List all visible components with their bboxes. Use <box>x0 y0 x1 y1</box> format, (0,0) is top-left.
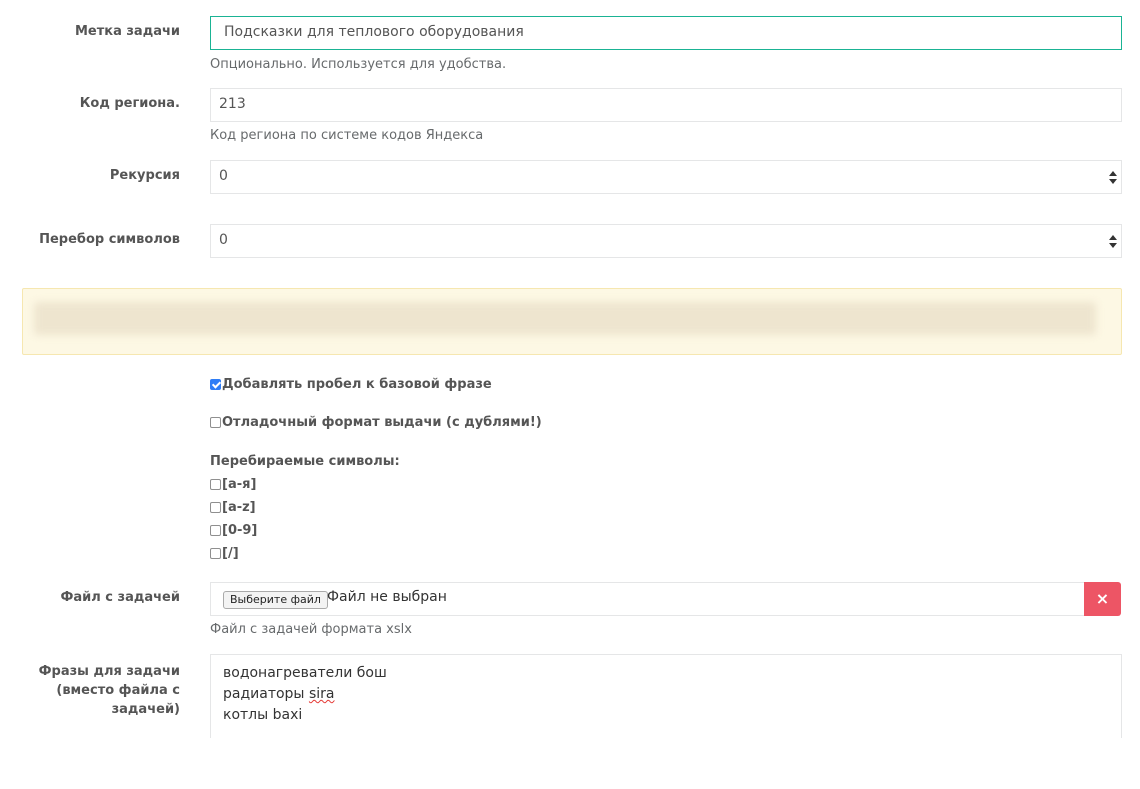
symbol-label: [/] <box>222 546 239 561</box>
region-value: 213 <box>219 96 246 112</box>
symbol-checkbox[interactable] <box>210 548 221 559</box>
symbol-checkbox[interactable] <box>210 502 221 513</box>
blurred-alert-text <box>34 302 1096 335</box>
file-status: Файл не выбран <box>327 589 447 605</box>
phrases-label-line1: Фразы для задачи <box>38 664 180 679</box>
phrase-line <box>223 684 1109 705</box>
debug-format-checkbox[interactable] <box>210 417 221 428</box>
clear-file-button[interactable] <box>1084 582 1121 616</box>
file-label: Файл с задачей <box>60 590 180 605</box>
debug-format-option[interactable] <box>210 415 542 430</box>
region-input[interactable] <box>210 88 1122 122</box>
task-label-help: Опционально. Используется для удобства. <box>210 57 507 72</box>
region-help: Код региона по системе кодов Яндекса <box>210 128 484 143</box>
info-alert <box>22 288 1122 355</box>
phrases-label-line3: задачей) <box>111 702 180 717</box>
close-icon: × <box>1095 589 1110 608</box>
add-space-option[interactable] <box>210 377 492 392</box>
recursion-label: Рекурсия <box>109 168 180 183</box>
symbol-option-slash[interactable] <box>210 546 239 561</box>
recursion-select[interactable] <box>210 160 1122 194</box>
symbol-label: [a-z] <box>222 500 256 515</box>
select-arrows-icon <box>1109 234 1117 250</box>
phrase-word: радиаторы <box>223 686 305 702</box>
phrase-line: водонагреватели бош <box>223 665 387 681</box>
phrases-label-line2: (вместо файла с <box>56 683 180 698</box>
symbol-search-select[interactable] <box>210 224 1122 258</box>
recursion-value: 0 <box>219 168 228 184</box>
choose-file-button[interactable]: Выберите файл <box>223 591 328 609</box>
task-label-label: Метка задачи <box>74 24 180 39</box>
symbol-label: [0-9] <box>222 523 258 538</box>
symbol-checkbox[interactable] <box>210 525 221 536</box>
phrases-label <box>10 662 180 719</box>
file-input[interactable] <box>210 582 1085 616</box>
symbol-search-label: Перебор символов <box>39 232 180 247</box>
add-space-label: Добавлять пробел к базовой фразе <box>222 377 492 392</box>
debug-format-label: Отладочный формат выдачи (с дублями!) <box>222 415 542 430</box>
symbol-option-latin[interactable] <box>210 500 256 515</box>
phrases-textarea[interactable] <box>210 654 1122 738</box>
task-label-value: Подсказки для теплового оборудования <box>224 24 524 40</box>
symbol-option-digits[interactable] <box>210 523 257 538</box>
file-help: Файл с задачей формата xslx <box>210 622 412 637</box>
symbol-search-value: 0 <box>219 232 228 248</box>
symbol-label: [а-я] <box>222 477 257 492</box>
symbols-title: Перебираемые символы: <box>210 454 400 469</box>
symbol-checkbox[interactable] <box>210 479 221 490</box>
misspelled-word: sira <box>308 686 335 702</box>
phrase-line: котлы baxi <box>223 707 303 723</box>
add-space-checkbox[interactable] <box>210 379 221 390</box>
task-label-input[interactable] <box>210 16 1122 50</box>
select-arrows-icon <box>1109 170 1117 186</box>
region-label: Код региона. <box>79 96 180 111</box>
symbol-option-cyrillic[interactable] <box>210 477 256 492</box>
